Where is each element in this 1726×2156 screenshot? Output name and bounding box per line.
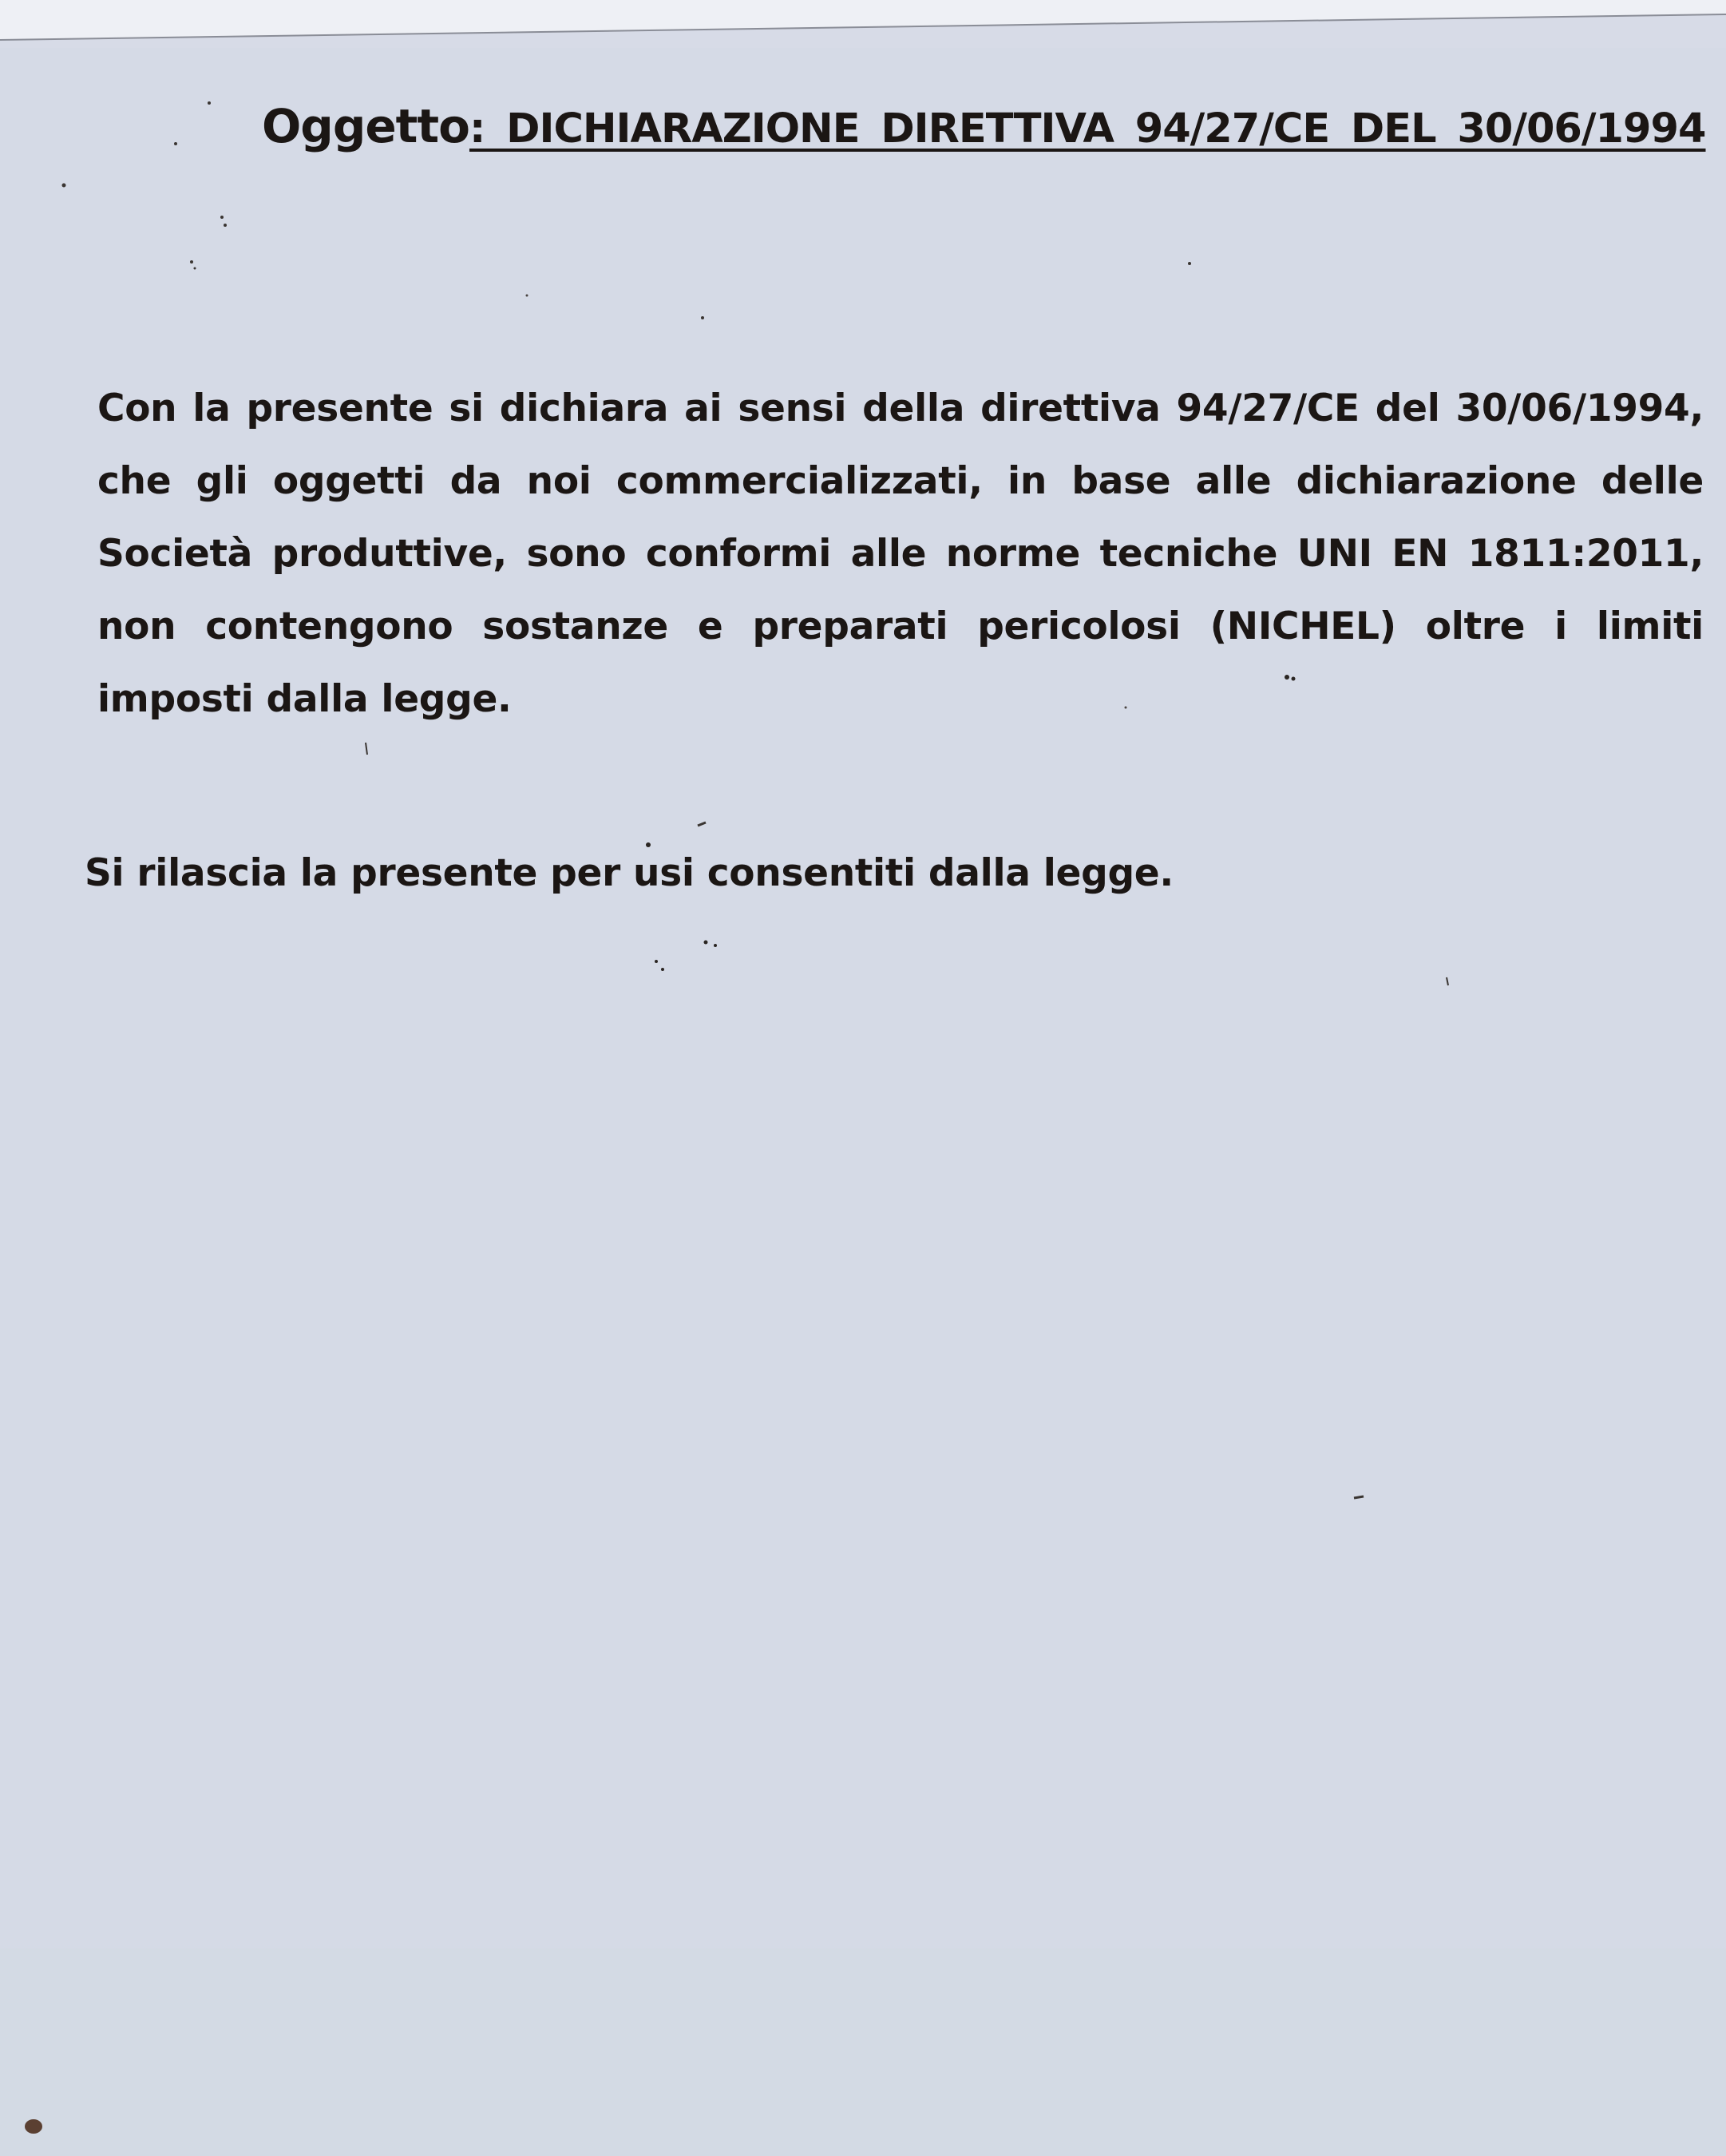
declaration-paragraph: Con la presente si dichiara ai sensi della direttiva 94/27/CE del 30/06/1994, che gli oggetti da noi commercializzati, in base alle dichiarazione delle Società produttive, sono conformi alle norme tecniche UNI EN 1811:2011, non contengono sostanze e preparati pericolosi (NICHEL) oltre i limiti imposti dalla legge. xyxy=(97,386,1704,721)
scan-bottom-band xyxy=(0,1948,1726,2156)
scan-top-edge xyxy=(0,0,1726,48)
speck xyxy=(701,316,704,319)
document-subject xyxy=(262,99,1706,153)
closing-line: Si rilascia la presente per usi consentiti dalla legge. xyxy=(85,851,1174,895)
speck xyxy=(220,216,224,219)
speck xyxy=(698,822,706,826)
speck xyxy=(661,968,664,971)
speck xyxy=(224,224,227,227)
subject-label: Oggetto xyxy=(262,99,469,153)
speck xyxy=(62,184,66,188)
speck xyxy=(190,260,193,264)
speck xyxy=(366,743,367,755)
speck xyxy=(646,842,651,847)
speck xyxy=(526,295,528,297)
speck xyxy=(704,941,708,945)
subject-text: : DICHIARAZIONE DIRETTIVA 94/27/CE DEL 30/06/1994 xyxy=(469,105,1706,153)
speck xyxy=(208,101,211,105)
speck xyxy=(1188,262,1191,265)
speck xyxy=(714,944,717,947)
speck xyxy=(174,142,177,145)
speck xyxy=(194,268,196,270)
speck xyxy=(655,960,658,963)
speck xyxy=(1447,977,1448,985)
speck xyxy=(1354,1496,1364,1498)
